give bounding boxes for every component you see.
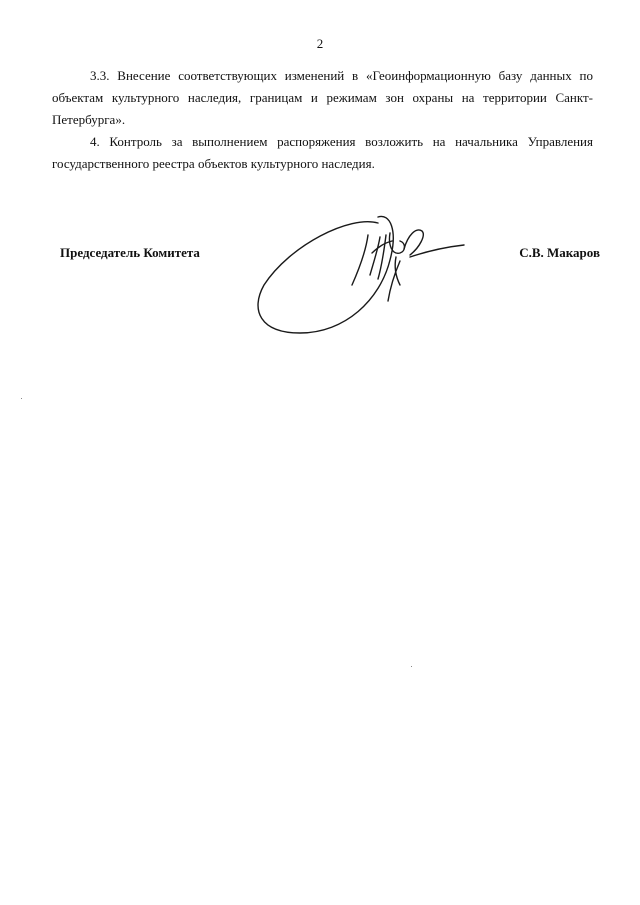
scan-speck <box>21 398 22 399</box>
signatory-name: С.В. Макаров <box>519 245 600 260</box>
handwritten-signature <box>250 205 470 340</box>
paragraph-3-3: 3.3. Внесение соответствующих изменений в «Геоинформационную базу данных по объектам культурного наследия, границам и режимам зон охраны на территории Санкт-Петербурга». <box>52 68 593 127</box>
paragraph-4: 4. Контроль за выполнением распоряжения возложить на начальника Управления государственного реестра объектов культурного наследия. <box>52 134 593 171</box>
signatory-title: Председатель Комитета <box>60 245 200 260</box>
scan-speck <box>411 666 412 667</box>
page-number: 2 <box>316 36 324 51</box>
